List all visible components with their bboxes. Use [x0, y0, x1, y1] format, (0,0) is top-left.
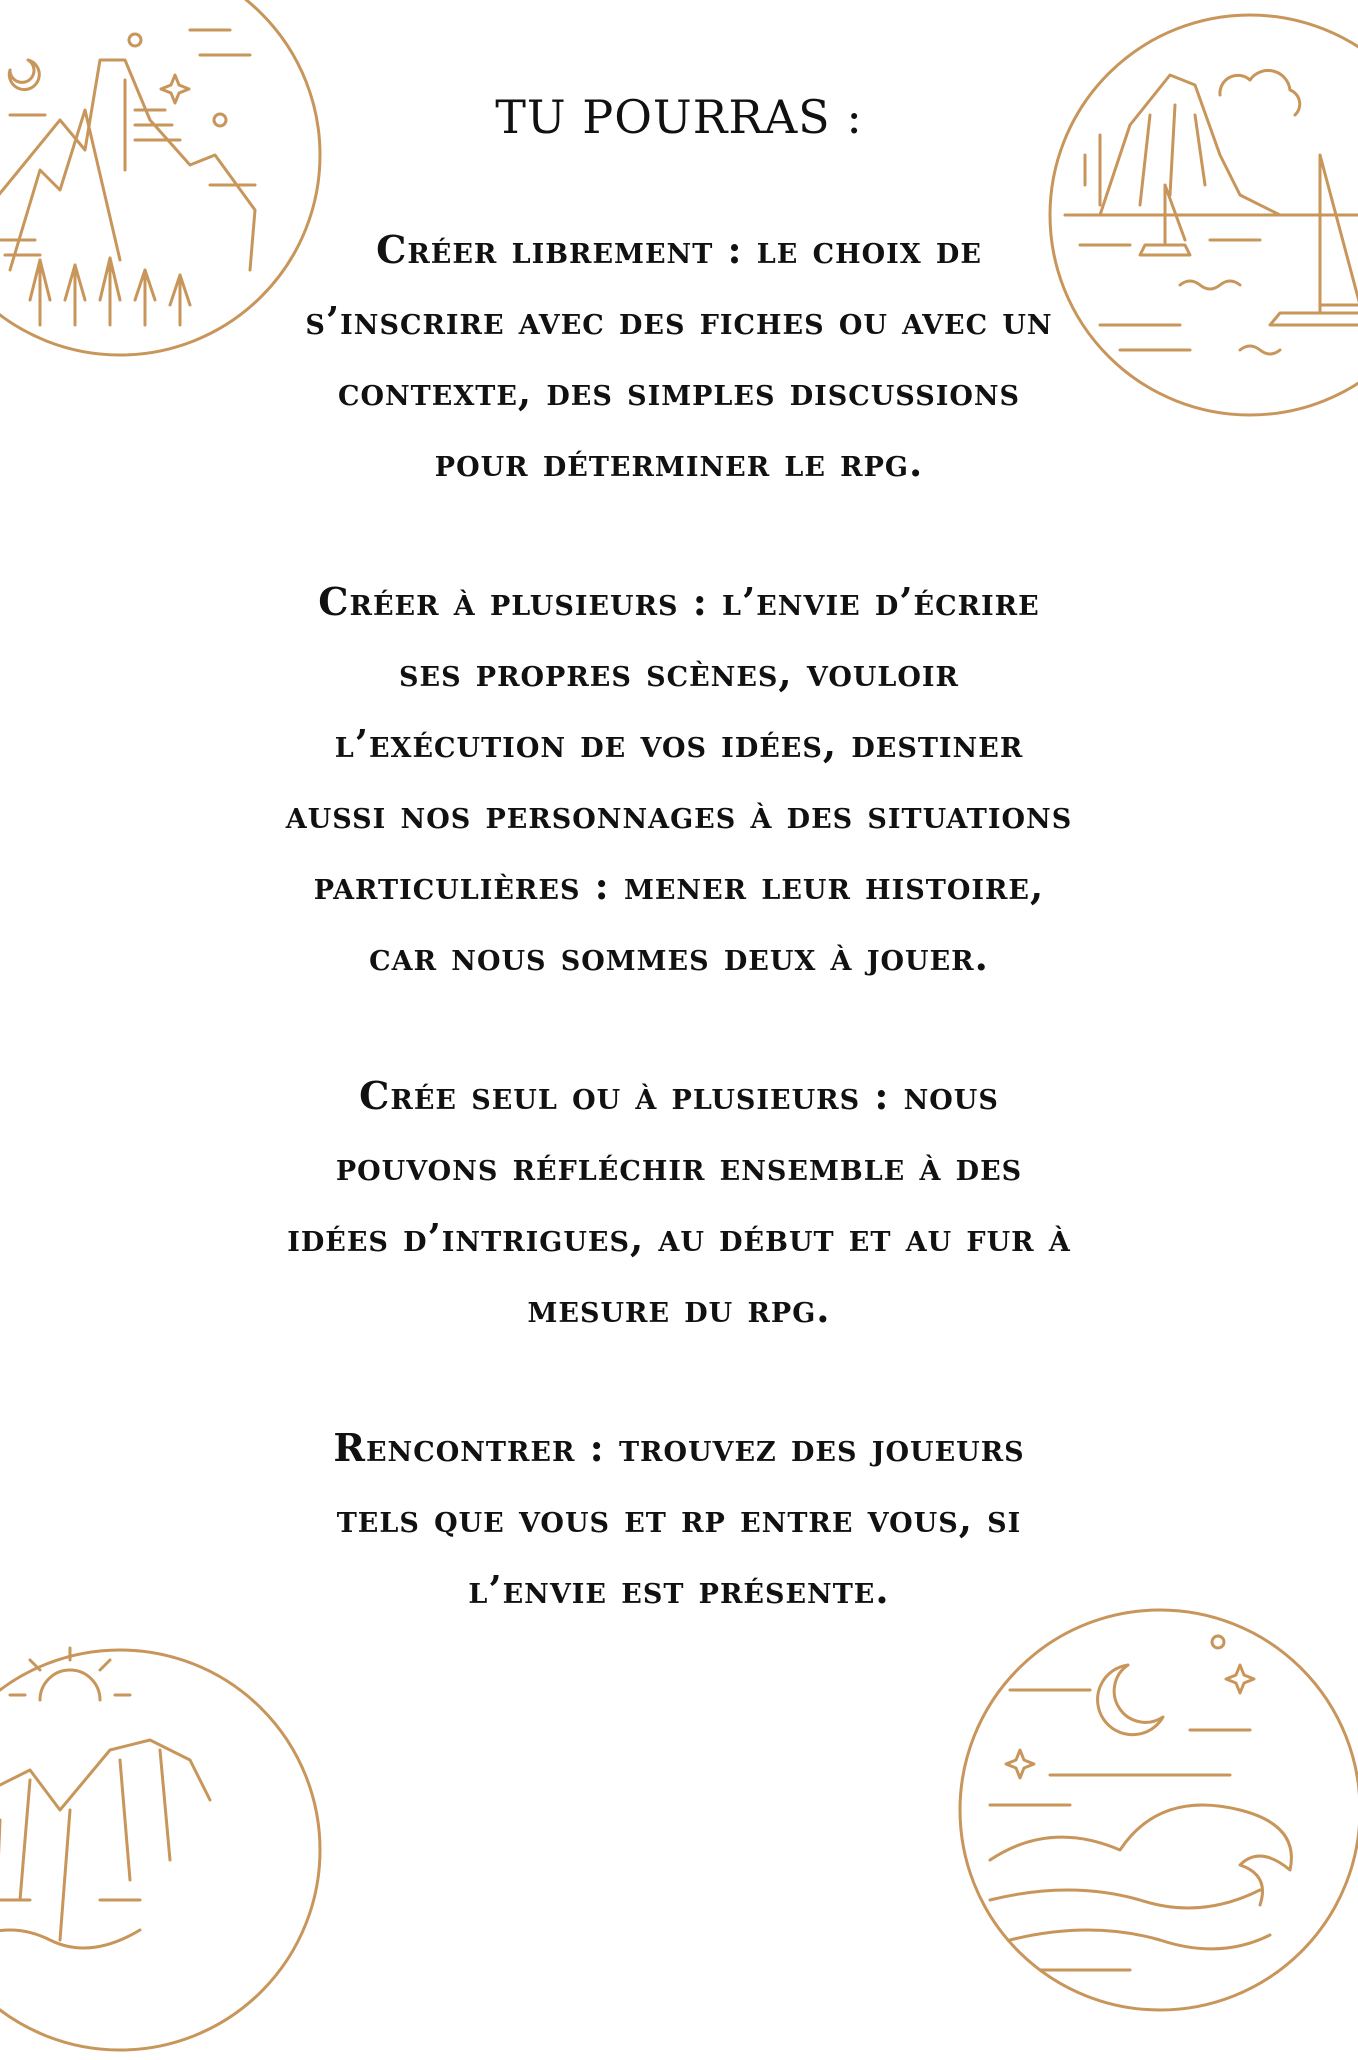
text-line: mesure du rpg. — [527, 1286, 831, 1331]
text-line: Crée seul ou à plusieurs : nous — [359, 1073, 999, 1118]
text-line: contexte, des simples discussions — [337, 369, 1021, 414]
main-content — [220, 90, 1138, 1693]
text-line: l’exécution de vos idées, destiner — [334, 721, 1024, 766]
text-line: l’envie est présente. — [468, 1567, 890, 1612]
text-line: pour déterminer le rpg. — [434, 440, 924, 485]
text-line: s’inscrire avec des fiches ou avec un — [305, 298, 1053, 343]
page-title: TU POURRAS : — [495, 90, 863, 144]
paragraph-creer-librement — [220, 214, 1138, 498]
paragraph-rencontrer — [220, 1412, 1138, 1625]
text-line: Rencontrer : trouvez des joueurs — [333, 1425, 1025, 1470]
text-line: Créer à plusieurs : l’envie d’écrire — [318, 579, 1040, 624]
text-line: ses propres scènes, vouloir — [398, 650, 959, 695]
text-line: idées d’intrigues, au début et au fur à — [287, 1215, 1071, 1260]
text-line: pouvons réfléchir ensemble à des — [335, 1144, 1023, 1189]
text-line: car nous sommes deux à jouer. — [369, 934, 989, 979]
text-line: Créer librement : le choix de — [376, 227, 982, 272]
text-line: particulières : mener leur histoire, — [313, 863, 1045, 908]
paragraph-creer-a-plusieurs — [220, 566, 1138, 992]
text-line: tels que vous et rp entre vous, si — [336, 1496, 1022, 1541]
sun-cliffs-icon — [0, 1640, 330, 2060]
paragraph-cree-seul — [220, 1060, 1138, 1344]
text-line: aussi nos personnages à des situations — [285, 792, 1073, 837]
